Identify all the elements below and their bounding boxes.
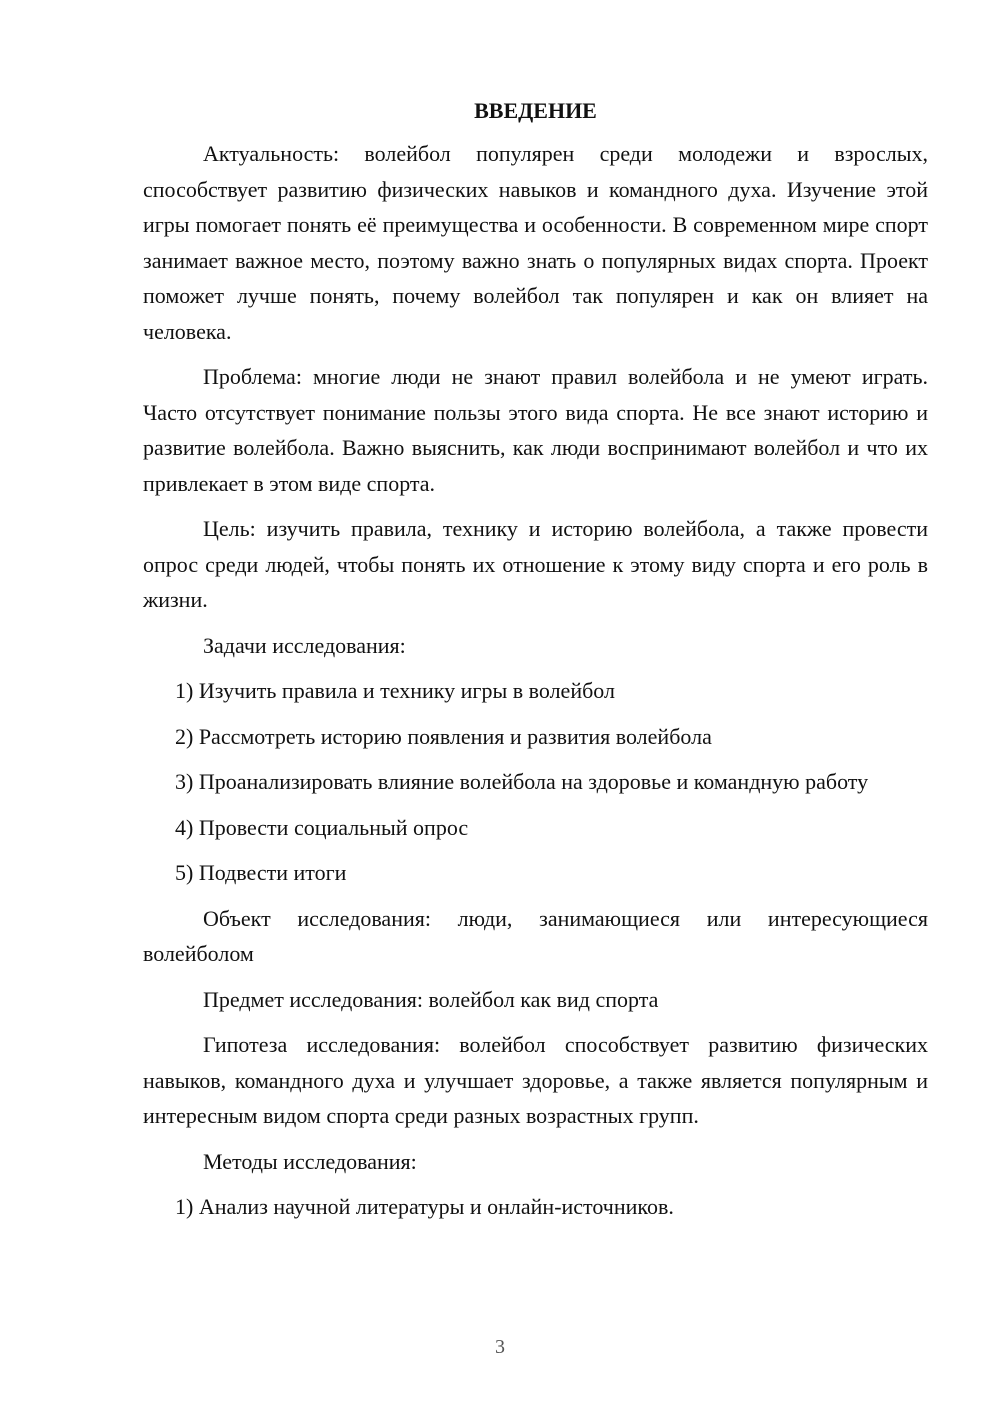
tasks-list [143,673,928,891]
subject-paragraph: Предмет исследования: волейбол как вид спорта [203,986,659,1012]
problem-paragraph: Проблема: многие люди не знают правил волейбола и не умеют играть. Часто отсутствует понимание пользы этого вида спорта. Не все знают историю и развитие волейбола. Важно выяснить, как люди воспринимают волейбол и что их привлекает в этом виде спорта. [143,364,928,496]
goal-paragraph: Цель: изучить правила, технику и историю волейбола, а также провести опрос среди людей, чтобы понять их отношение к этому виду спорта и его роль в жизни. [143,516,928,612]
object-paragraph: Объект исследования: люди, занимающиеся или интересующиеся волейболом [143,905,928,966]
methods-heading: Методы исследования: [203,1148,417,1174]
hypothesis-paragraph: Гипотеза исследования: волейбол способствует развитию физических навыков, командного духа и улучшает здоровье, а также является популярным и интересным видом спорта среди разных возрастных групп. [143,1032,928,1128]
relevance-paragraph: Актуальность: волейбол популярен среди молодежи и взрослых, способствует развитию физических навыков и командного духа. Изучение этой игры помогает понять её преимущества и особенности. В современном мире спорт занимает важное место, поэтому важно знать о популярных видах спорта. Проект поможет лучше понять, почему волейбол так популярен и как он влияет на человека. [143,141,928,344]
task-item: 3) Проанализировать влияние волейбола на здоровье и командную работу [175,769,869,794]
tasks-heading: Задачи исследования: [203,632,406,658]
task-item: 5) Подвести итоги [175,860,347,885]
methods-list [143,1189,928,1225]
task-item: 1) Изучить правила и технику игры в волейбол [175,678,615,703]
document-body [143,96,928,1235]
page-title: ВВЕДЕНИЕ [474,98,597,123]
task-item: 4) Провести социальный опрос [175,814,469,840]
page-number: 3 [495,1336,505,1358]
task-item: 2) Рассмотреть историю появления и развития волейбола [175,723,712,749]
method-item: 1) Анализ научной литературы и онлайн-источников. [175,1194,674,1219]
